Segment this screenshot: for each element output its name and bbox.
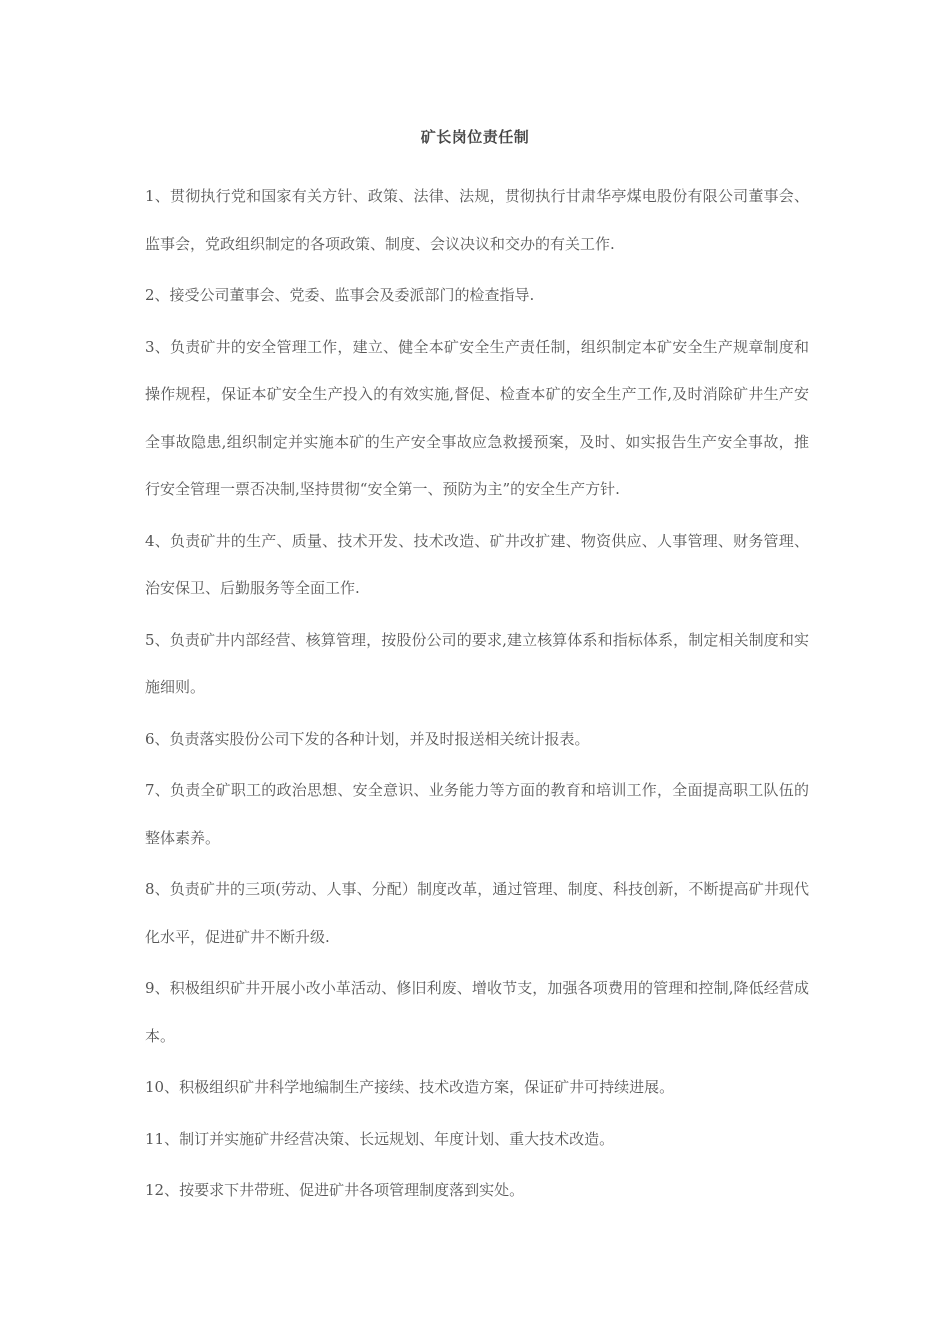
- paragraph-12: 12、按要求下井带班、促进矿井各项管理制度落到实处。: [145, 1181, 525, 1199]
- paragraph-8: 8、负责矿井的三项(劳动、人事、分配）制度改革，通过管理、制度、科技创新，不断提高矿井现代化水平，促进矿井不断升级.: [145, 880, 809, 946]
- paragraph-2: 2、接受公司董事会、党委、监事会及委派部门的检查指导.: [145, 286, 535, 304]
- document-body: [145, 173, 809, 1219]
- paragraph-4: 4、负责矿井的生产、质量、技术开发、技术改造、矿井改扩建、物资供应、人事管理、财务管理、治安保卫、后勤服务等全面工作.: [145, 531, 809, 597]
- paragraph-9: 9、积极组织矿井开展小改小革活动、修旧利废、增收节支，加强各项费用的管理和控制,降低经营成本。: [145, 979, 809, 1045]
- paragraph-11: 11、制订并实施矿井经营决策、长远规划、年度计划、重大技术改造。: [145, 1129, 615, 1148]
- paragraph-10: 10、积极组织矿井科学地编制生产接续、技术改造方案，保证矿井可持续进展。: [145, 1078, 675, 1096]
- paragraph-7: 7、负责全矿职工的政治思想、安全意识、业务能力等方面的教育和培训工作，全面提高职工队伍的整体素养。: [145, 781, 809, 847]
- paragraph-6: 6、负责落实股份公司下发的各种计划，并及时报送相关统计报表。: [145, 729, 590, 748]
- page-title: 矿长岗位责任制: [420, 128, 530, 146]
- paragraph-1: 1、贯彻执行党和国家有关方针、政策、法律、法规，贯彻执行甘肃华亭煤电股份有限公司董事会、监事会，党政组织制定的各项政策、制度、会议决议和交办的有关工作.: [145, 187, 809, 253]
- paragraph-3: 3、负责矿井的安全管理工作，建立、健全本矿安全生产责任制，组织制定本矿安全生产规章制度和操作规程，保证本矿安全生产投入的有效实施,督促、检查本矿的安全生产工作,及时消除矿井生产安全事故隐患,组织制定并实施本矿的生产安全事故应急救援预案，及时、如实报告生产安全事故，推行安全管理一票否决制,坚持贯彻“安全第一、预防为主”的安全生产方针.: [145, 337, 809, 498]
- paragraph-5: 5、负责矿井内部经营、核算管理，按股份公司的要求,建立核算体系和指标体系，制定相关制度和实施细则。: [145, 630, 809, 696]
